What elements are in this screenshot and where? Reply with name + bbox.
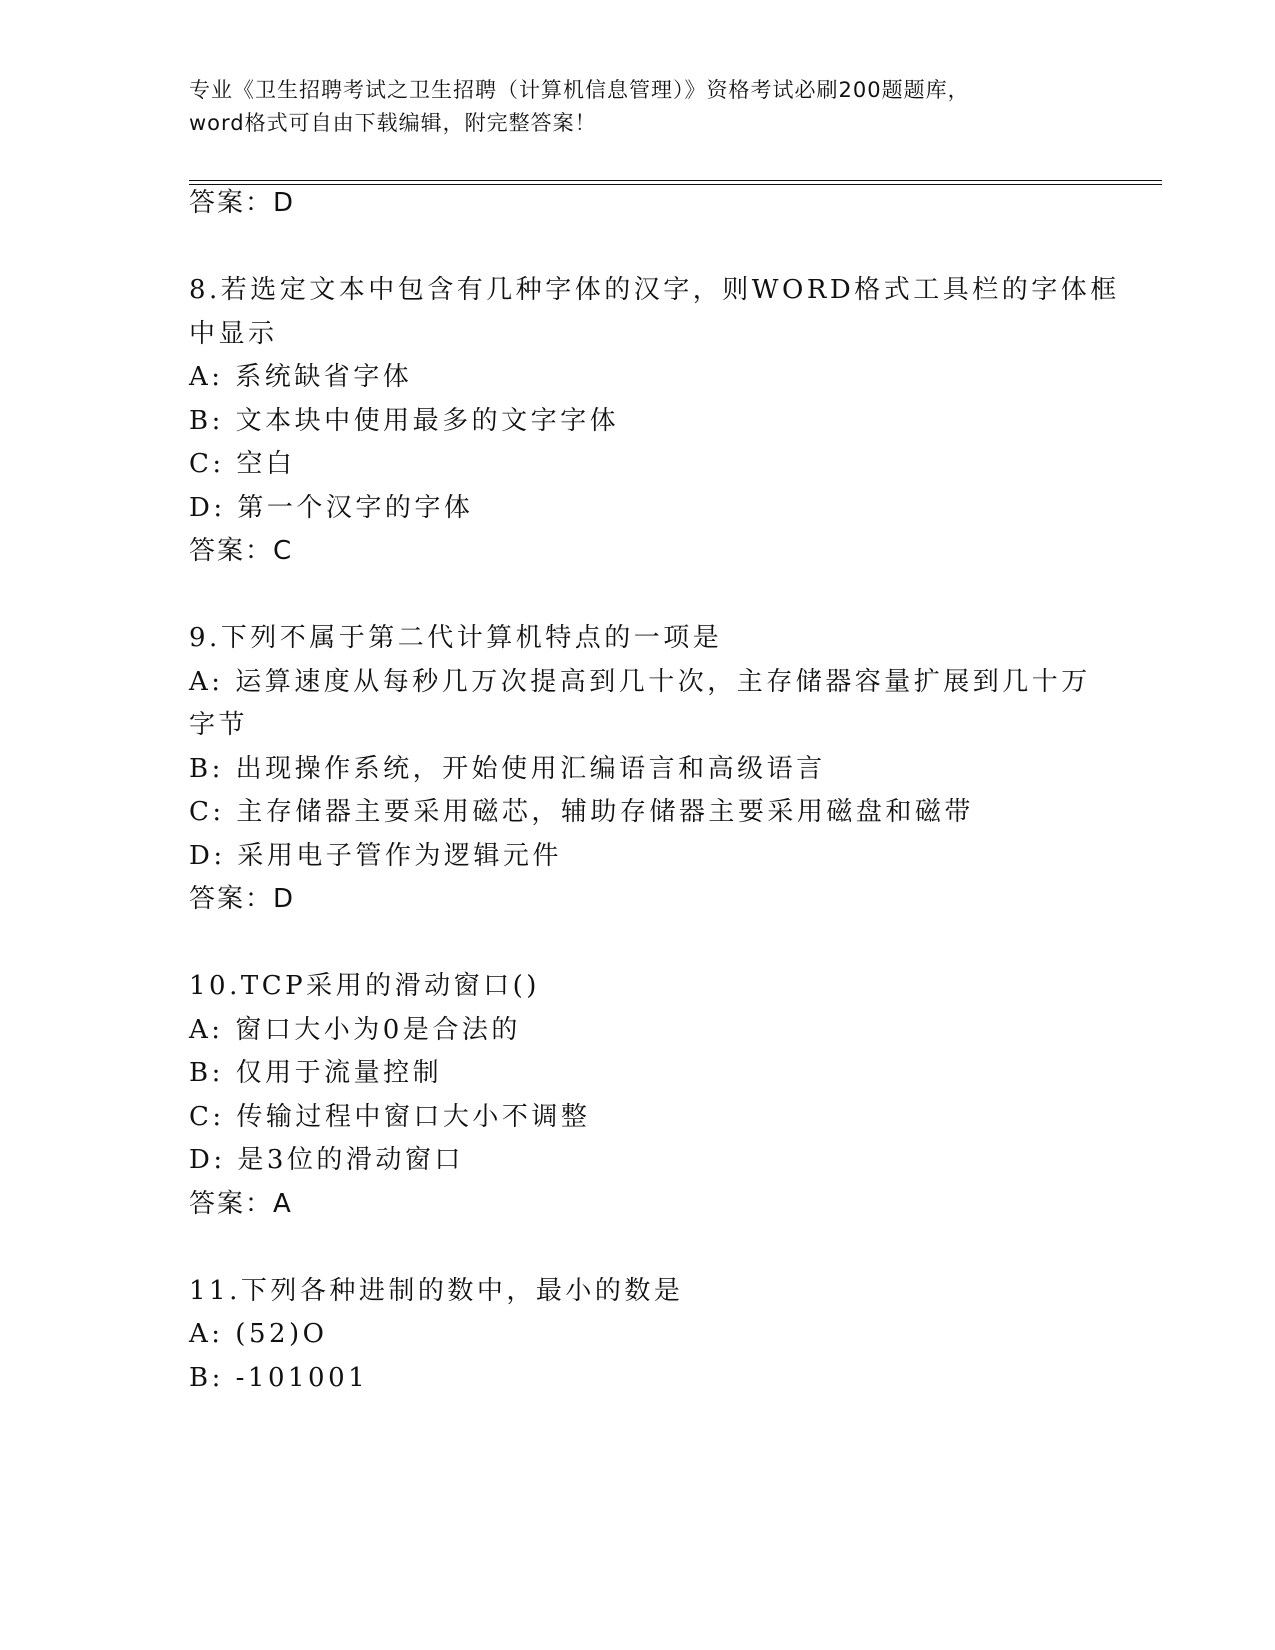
header-divider-top — [189, 180, 1162, 181]
question-9-option-a-line-2: 字节 — [189, 710, 249, 740]
question-9-option-b: B: 出现操作系统，开始使用汇编语言和高级语言 — [189, 754, 826, 784]
document-header — [189, 74, 1089, 140]
question-8-answer: 答案：C — [189, 536, 294, 566]
question-11-option-b: B: -101001 — [189, 1363, 369, 1393]
question-11-option-a: A: (52)O — [189, 1319, 328, 1349]
question-10-option-d: D: 是3位的滑动窗口 — [189, 1145, 464, 1175]
header-title-line-2: word格式可自由下载编辑，附完整答案！ — [189, 111, 597, 135]
header-title-line-1: 专业《卫生招聘考试之卫生招聘（计算机信息管理）》资格考试必刷200题题库， — [189, 78, 970, 102]
question-10-answer: 答案：A — [189, 1189, 293, 1219]
header-divider-bottom — [189, 184, 1162, 185]
question-9-option-d: D: 采用电子管作为逻辑元件 — [189, 841, 562, 871]
question-8-stem-line-2: 中显示 — [189, 319, 278, 349]
question-10-option-a: A: 窗口大小为0是合法的 — [189, 1015, 521, 1045]
question-11-stem: 11.下列各种进制的数中，最小的数是 — [189, 1276, 684, 1306]
question-8-option-a: A: 系统缺省字体 — [189, 362, 413, 392]
question-8-option-c: C: 空白 — [189, 449, 296, 479]
question-8-option-d: D: 第一个汉字的字体 — [189, 493, 474, 523]
question-9-answer: 答案：D — [189, 884, 296, 914]
question-8-stem-line-1: 8.若选定文本中包含有几种字体的汉字，则WORD格式工具栏的字体框 — [189, 275, 1120, 305]
question-10-option-c: C: 传输过程中窗口大小不调整 — [189, 1102, 591, 1132]
question-10-option-b: B: 仅用于流量控制 — [189, 1058, 443, 1088]
question-8-option-b: B: 文本块中使用最多的文字字体 — [189, 406, 620, 436]
question-10-stem: 10.TCP采用的滑动窗口() — [189, 971, 540, 1001]
previous-answer: 答案：D — [189, 188, 296, 218]
question-9-option-c: C: 主存储器主要采用磁芯，辅助存储器主要采用磁盘和磁带 — [189, 797, 974, 827]
question-9-option-a-line-1: A: 运算速度从每秒几万次提高到几十次，主存储器容量扩展到几十万 — [189, 667, 1091, 697]
question-9-stem: 9.下列不属于第二代计算机特点的一项是 — [189, 623, 723, 653]
